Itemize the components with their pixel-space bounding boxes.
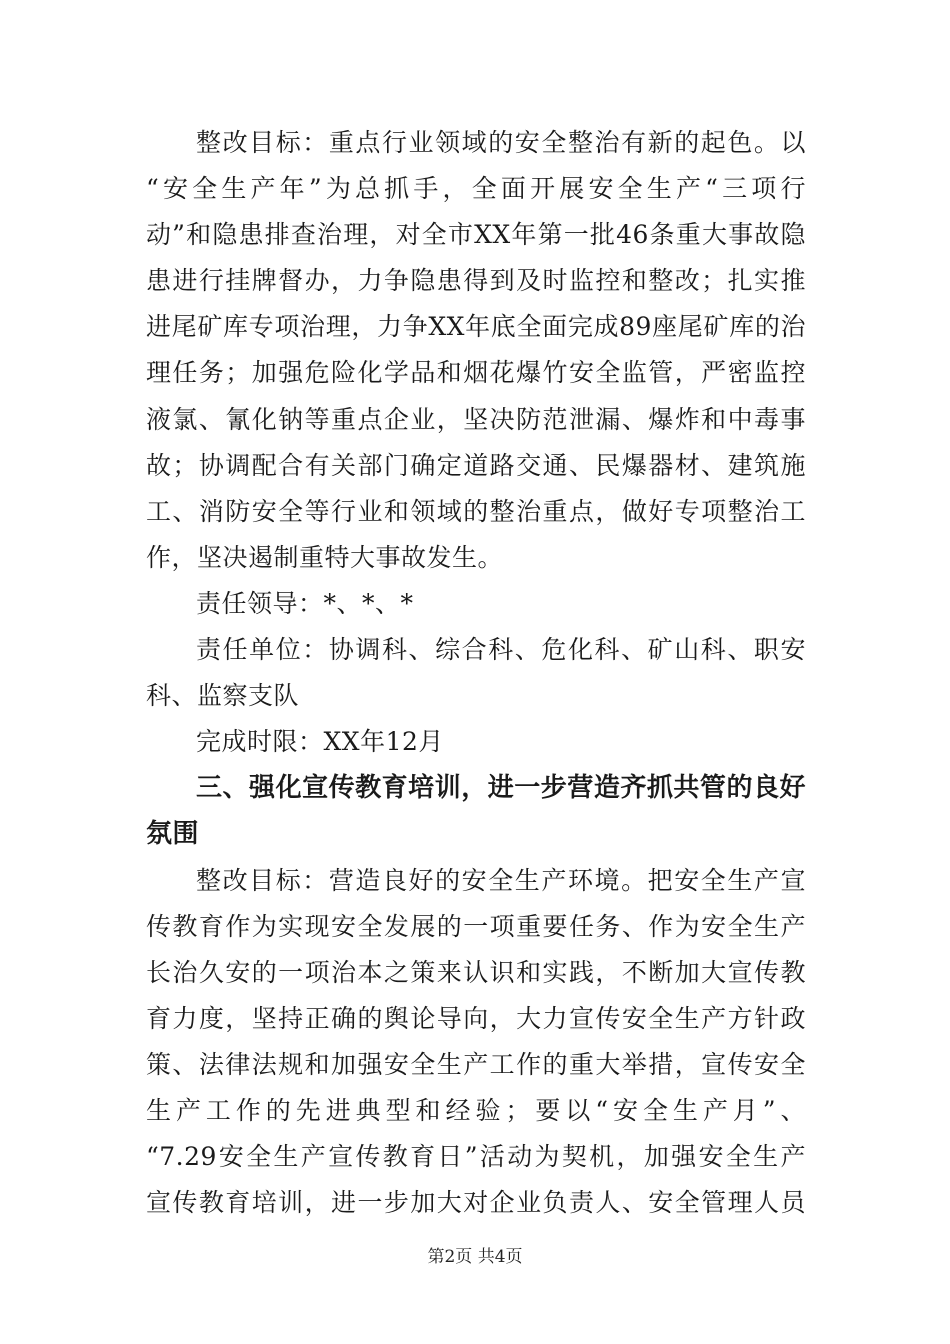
paragraph-line: 患进行挂牌督办，力争隐患得到及时监控和整改；扎实推 [146, 266, 806, 296]
paragraph-line: 工、消防安全等行业和领域的整治重点，做好专项整治工 [146, 496, 806, 526]
responsible-units-cont: 科、监察支队 [146, 681, 300, 711]
paragraph-line: 整改目标：重点行业领域的安全整治有新的起色。以 [196, 128, 806, 157]
paragraph-line: 育力度，坚持正确的舆论导向，大力宣传安全生产方针政 [146, 1003, 806, 1033]
paragraph-line: 生产工作的先进典型和经验；要以“安全生产月”、 [146, 1095, 806, 1125]
paragraph-line: 故；协调配合有关部门确定道路交通、民爆器材、建筑施 [146, 450, 806, 480]
paragraph-line: “安全生产年”为总抓手，全面开展安全生产“三项行 [146, 174, 806, 204]
page-number: 第2页 共4页 [427, 1247, 523, 1267]
paragraph-line: 理任务；加强危险化学品和烟花爆竹安全监管，严密监控 [146, 358, 806, 388]
paragraph-line: 策、法律法规和加强安全生产工作的重大举措，宣传安全 [146, 1049, 806, 1079]
section-heading: 三、强化宣传教育培训，进一步营造齐抓共管的良好 [196, 773, 806, 804]
responsible-leader: 责任领导：*、*、* [196, 588, 414, 618]
paragraph-line: “7.29安全生产宣传教育日”活动为契机，加强安全生产 [146, 1142, 806, 1172]
section-heading-cont: 氛围 [146, 819, 200, 850]
deadline: 完成时限：XX年12月 [196, 727, 444, 757]
paragraph-line: 液氯、氰化钠等重点企业，坚决防范泄漏、爆炸和中毒事 [146, 404, 806, 434]
paragraph-line: 作，坚决遏制重特大事故发生。 [146, 542, 504, 572]
document-body [146, 120, 806, 1226]
paragraph-line: 进尾矿库专项治理，力争XX年底全面完成89座尾矿库的治 [146, 312, 806, 342]
paragraph-line: 整改目标：营造良好的安全生产环境。把安全生产宣 [196, 865, 806, 895]
paragraph-line: 长治久安的一项治本之策来认识和实践，不断加大宣传教 [146, 957, 806, 987]
paragraph-line: 动”和隐患排查治理，对全市XX年第一批46条重大事故隐 [146, 220, 806, 250]
paragraph-line: 传教育作为实现安全发展的一项重要任务、作为安全生产 [146, 911, 806, 941]
responsible-units: 责任单位：协调科、综合科、危化科、矿山科、职安 [196, 635, 806, 665]
paragraph-line: 宣传教育培训，进一步加大对企业负责人、安全管理人员 [146, 1188, 806, 1218]
